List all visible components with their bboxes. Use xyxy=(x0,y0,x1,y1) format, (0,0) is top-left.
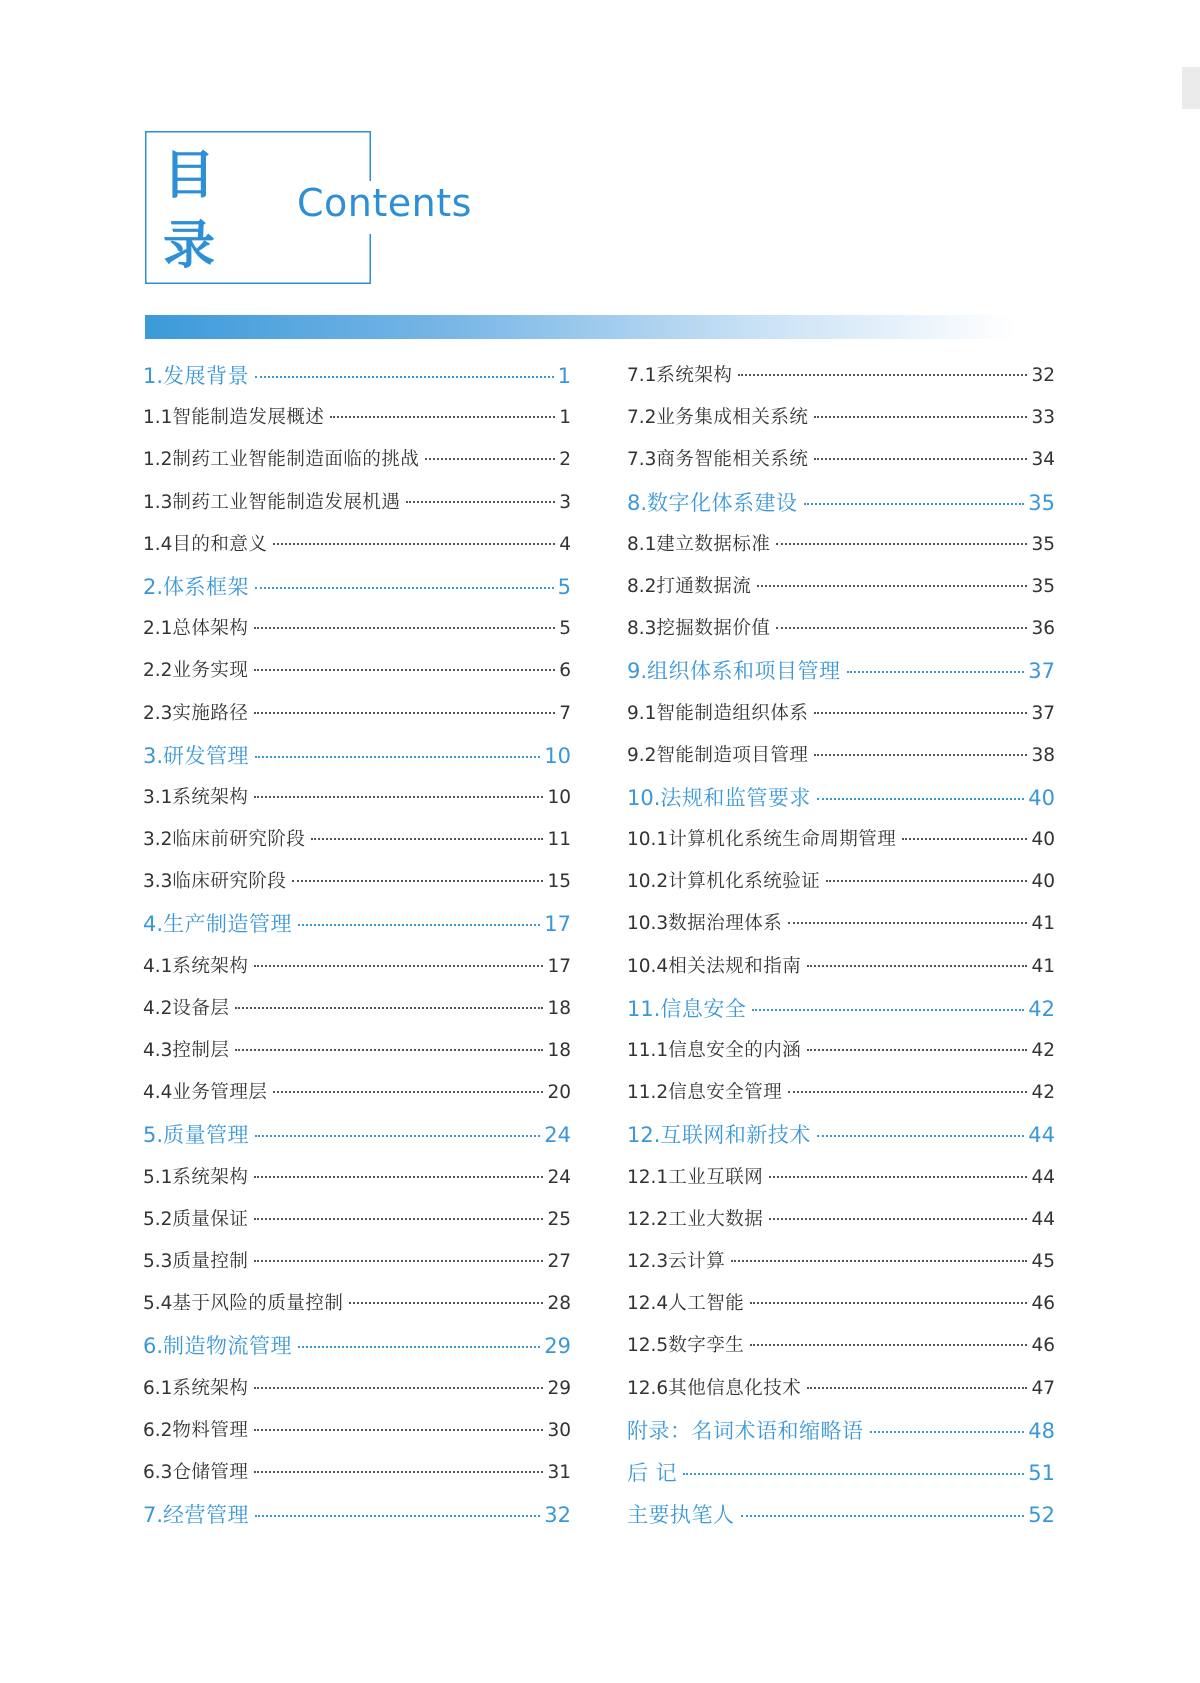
toc-page-number: 40 xyxy=(1031,871,1055,893)
toc-section-entry[interactable] xyxy=(143,1157,571,1199)
toc-page-number: 20 xyxy=(547,1082,571,1104)
toc-page-number: 41 xyxy=(1031,955,1055,977)
toc-page-number: 17 xyxy=(544,912,571,937)
toc-entry-number: 7.3 xyxy=(627,449,657,471)
toc-section-entry[interactable] xyxy=(627,1325,1055,1367)
toc-page-number: 1 xyxy=(557,364,571,388)
toc-entry-number: 9. xyxy=(627,659,648,684)
toc-dot-leader xyxy=(776,543,1027,545)
toc-page-number: 25 xyxy=(547,1208,571,1230)
toc-page-number: 5 xyxy=(559,618,571,640)
toc-page-number: 35 xyxy=(1031,575,1055,597)
toc-entry-title: 组织体系和项目管理 xyxy=(647,659,841,684)
toc-entry-number: 4. xyxy=(143,912,164,937)
toc-section-entry[interactable] xyxy=(627,1030,1055,1072)
toc-dot-leader xyxy=(731,1260,1027,1262)
title-english: Contents xyxy=(297,181,472,225)
toc-entry-number: 3.2 xyxy=(143,829,173,851)
toc-entry-title: 研发管理 xyxy=(163,743,250,768)
toc-entry-number: 5.3 xyxy=(143,1250,173,1272)
contents-title-block xyxy=(145,131,472,284)
toc-page-number: 34 xyxy=(1031,449,1055,471)
toc-page-number: 37 xyxy=(1028,659,1055,684)
toc-section-entry[interactable] xyxy=(627,903,1055,945)
toc-dot-leader xyxy=(683,1473,1024,1475)
toc-page-number: 47 xyxy=(1031,1377,1055,1399)
toc-entry-title: 业务集成相关系统 xyxy=(656,407,809,429)
toc-page-number: 48 xyxy=(1028,1418,1055,1443)
toc-entry-title: 互联网和新技术 xyxy=(660,1123,811,1148)
toc-dot-leader xyxy=(349,1302,543,1304)
toc-page-number: 18 xyxy=(547,1040,571,1061)
toc-entry-title: 计算机化系统生命周期管理 xyxy=(668,829,897,851)
toc-chapter-entry[interactable] xyxy=(143,1114,571,1156)
toc-page-number: 35 xyxy=(1028,490,1055,515)
toc-dot-leader xyxy=(255,756,540,758)
toc-chapter-entry[interactable] xyxy=(627,1410,1055,1452)
toc-chapter-entry[interactable] xyxy=(143,355,571,397)
toc-entry-number: 6.1 xyxy=(143,1377,173,1399)
toc-page-number: 35 xyxy=(1031,533,1055,555)
toc-entry-number: 5.2 xyxy=(143,1208,173,1230)
toc-page-number: 30 xyxy=(547,1419,571,1441)
toc-entry-title: 业务管理层 xyxy=(172,1082,268,1104)
toc-page-number: 33 xyxy=(1031,407,1055,429)
toc-page-number: 1 xyxy=(559,407,571,429)
toc-page-number: 18 xyxy=(547,997,571,1019)
toc-entry-number: 1. xyxy=(143,364,164,388)
toc-entry-number: 8. xyxy=(627,490,648,515)
toc-entry-title: 智能制造发展概述 xyxy=(172,407,325,429)
toc-dot-leader xyxy=(298,1346,540,1348)
toc-section-entry[interactable] xyxy=(627,608,1055,650)
toc-chapter-entry[interactable] xyxy=(627,1494,1055,1536)
toc-entry-number: 5.1 xyxy=(143,1166,173,1188)
toc-page-number: 38 xyxy=(1031,744,1055,766)
toc-page-number: 44 xyxy=(1031,1166,1055,1188)
title-chinese xyxy=(159,141,219,281)
toc-entry-title: 系统架构 xyxy=(172,786,249,808)
toc-dot-leader xyxy=(254,669,555,671)
toc-entry-number: 4.3 xyxy=(143,1040,173,1061)
toc-entry-number: 10.3 xyxy=(627,913,669,935)
toc-dot-leader xyxy=(254,1471,543,1473)
toc-chapter-entry[interactable] xyxy=(627,482,1055,524)
toc-dot-leader xyxy=(814,712,1027,714)
toc-section-entry[interactable] xyxy=(627,397,1055,439)
toc-entry-number: 11.1 xyxy=(627,1040,669,1061)
toc-section-entry[interactable] xyxy=(627,566,1055,608)
toc-dot-leader xyxy=(750,1344,1027,1346)
toc-dot-leader xyxy=(902,838,1027,840)
toc-page-number: 10 xyxy=(547,786,571,808)
toc-section-entry[interactable] xyxy=(143,861,571,903)
toc-section-entry[interactable] xyxy=(143,524,571,566)
toc-section-entry[interactable] xyxy=(627,946,1055,988)
toc-entry-title: 设备层 xyxy=(172,997,230,1019)
toc-dot-leader xyxy=(255,587,554,589)
toc-entry-title: 信息安全管理 xyxy=(668,1082,783,1104)
toc-page-number: 32 xyxy=(544,1503,571,1528)
toc-entry-number: 4.1 xyxy=(143,955,173,977)
toc-page-number: 51 xyxy=(1028,1460,1055,1485)
toc-entry-number: 8.1 xyxy=(627,533,657,555)
toc-entry-title: 物料管理 xyxy=(172,1419,249,1441)
toc-page-number: 7 xyxy=(559,702,571,724)
toc-page-number: 37 xyxy=(1031,702,1055,724)
toc-entry-number: 1.1 xyxy=(143,407,173,429)
toc-section-entry[interactable] xyxy=(143,397,571,439)
toc-dot-leader xyxy=(847,671,1025,673)
toc-entry-title: 经营管理 xyxy=(163,1503,250,1528)
toc-dot-leader xyxy=(254,1260,543,1262)
toc-chapter-entry[interactable] xyxy=(627,777,1055,819)
toc-section-entry[interactable] xyxy=(143,1410,571,1452)
toc-chapter-entry[interactable] xyxy=(627,1452,1055,1494)
toc-chapter-entry[interactable] xyxy=(627,1114,1055,1156)
toc-page-number: 40 xyxy=(1031,829,1055,851)
toc-dot-leader xyxy=(807,1049,1027,1051)
toc-chapter-entry[interactable] xyxy=(143,735,571,777)
toc-entry-title: 数字化体系建设 xyxy=(647,490,798,515)
toc-dot-leader xyxy=(807,965,1027,967)
toc-dot-leader xyxy=(807,1387,1027,1389)
toc-entry-title: 发展背景 xyxy=(163,364,250,388)
toc-dot-leader xyxy=(254,965,543,967)
toc-entry-title: 制药工业智能制造发展机遇 xyxy=(172,491,401,513)
toc-page-number: 46 xyxy=(1031,1335,1055,1357)
toc-entry-number: 3. xyxy=(143,743,164,768)
toc-page-number: 29 xyxy=(547,1377,571,1399)
toc-dot-leader xyxy=(826,880,1027,882)
toc-chapter-entry[interactable] xyxy=(143,566,571,608)
toc-entry-title: 挖掘数据价值 xyxy=(656,618,771,640)
toc-dot-leader xyxy=(814,458,1027,460)
toc-page-number: 4 xyxy=(559,533,571,555)
toc-entry-number: 12.6 xyxy=(627,1377,669,1399)
toc-page-number: 2 xyxy=(559,449,571,471)
toc-page-number: 44 xyxy=(1031,1208,1055,1230)
toc-dot-leader xyxy=(769,1176,1027,1178)
toc-section-entry[interactable] xyxy=(627,693,1055,735)
toc-entry-title: 其他信息化技术 xyxy=(668,1377,802,1399)
toc-entry-number: 10.2 xyxy=(627,871,669,893)
toc-section-entry[interactable] xyxy=(627,819,1055,861)
toc-chapter-entry[interactable] xyxy=(627,988,1055,1030)
toc-section-entry[interactable] xyxy=(627,1241,1055,1283)
toc-entry-title: 工业互联网 xyxy=(668,1166,764,1188)
toc-dot-leader xyxy=(814,416,1027,418)
toc-entry-title: 数据治理体系 xyxy=(668,913,783,935)
toc-page-number: 42 xyxy=(1031,1082,1055,1104)
toc-section-entry[interactable] xyxy=(143,1241,571,1283)
toc-entry-title: 主要执笔人 xyxy=(627,1503,735,1528)
toc-entry-number: 2.3 xyxy=(143,702,173,724)
toc-left-column xyxy=(143,355,571,1536)
toc-dot-leader xyxy=(254,1429,543,1431)
toc-page-number: 36 xyxy=(1031,618,1055,640)
toc-entry-number: 3.3 xyxy=(143,871,173,893)
toc-entry-number: 10.4 xyxy=(627,955,669,977)
toc-entry-number: 4.4 xyxy=(143,1082,173,1104)
toc-entry-number: 2.2 xyxy=(143,660,173,682)
page-edge-tab xyxy=(1182,67,1200,109)
toc-dot-leader xyxy=(255,1515,540,1517)
toc-entry-title: 临床研究阶段 xyxy=(172,871,287,893)
toc-entry-title: 数字孪生 xyxy=(668,1335,745,1357)
toc-section-entry[interactable] xyxy=(627,355,1055,397)
toc-entry-number: 12.4 xyxy=(627,1293,669,1315)
toc-entry-number: 1.2 xyxy=(143,449,173,471)
toc-page-number: 11 xyxy=(547,829,571,851)
toc-page-number: 24 xyxy=(547,1166,571,1188)
toc-dot-leader xyxy=(254,1387,543,1389)
toc-dot-leader xyxy=(741,1515,1025,1517)
toc-entry-number: 6. xyxy=(143,1334,164,1359)
toc-entry-title: 目的和意义 xyxy=(172,533,268,555)
toc-page-number: 52 xyxy=(1028,1503,1055,1528)
toc-page-number: 40 xyxy=(1028,785,1055,810)
toc-page-number: 6 xyxy=(559,660,571,682)
title-chinese-line1: 目 xyxy=(162,146,215,206)
toc-page-number: 5 xyxy=(557,574,571,599)
toc-entry-title: 基于风险的质量控制 xyxy=(172,1293,344,1315)
toc-entry-number: 11. xyxy=(627,996,661,1021)
toc-dot-leader xyxy=(254,1176,543,1178)
toc-chapter-entry[interactable] xyxy=(627,650,1055,692)
toc-page-number: 31 xyxy=(547,1461,571,1483)
title-chinese-line2: 录 xyxy=(162,216,215,276)
toc-section-entry[interactable] xyxy=(143,1030,571,1072)
toc-dot-leader xyxy=(870,1431,1025,1433)
toc-section-entry[interactable] xyxy=(627,735,1055,777)
toc-dot-leader xyxy=(330,416,555,418)
toc-entry-number: 12. xyxy=(627,1123,661,1148)
toc-entry-number: 1.4 xyxy=(143,533,173,555)
toc-entry-number: 8.3 xyxy=(627,618,657,640)
toc-dot-leader xyxy=(788,1091,1027,1093)
toc-entry-title: 质量保证 xyxy=(172,1208,249,1230)
toc-entry-number: 3.1 xyxy=(143,786,173,808)
toc-section-entry[interactable] xyxy=(627,1157,1055,1199)
toc-page-number: 3 xyxy=(559,491,571,513)
toc-section-entry[interactable] xyxy=(143,1283,571,1325)
toc-entry-title: 相关法规和指南 xyxy=(668,955,802,977)
toc-chapter-entry[interactable] xyxy=(143,903,571,945)
toc-page-number: 42 xyxy=(1028,996,1055,1021)
toc-section-entry[interactable] xyxy=(627,1283,1055,1325)
toc-section-entry[interactable] xyxy=(143,439,571,481)
toc-dot-leader xyxy=(817,1135,1024,1137)
toc-entry-title: 制造物流管理 xyxy=(163,1334,293,1359)
toc-section-entry[interactable] xyxy=(143,1368,571,1410)
toc-dot-leader xyxy=(235,1007,543,1009)
toc-entry-number: 12.2 xyxy=(627,1208,669,1230)
toc-section-entry[interactable] xyxy=(143,608,571,650)
toc-page-number: 28 xyxy=(547,1293,571,1315)
toc-dot-leader xyxy=(738,374,1027,376)
toc-entry-title: 云计算 xyxy=(668,1250,726,1272)
toc-entry-title: 智能制造组织体系 xyxy=(656,702,809,724)
toc-entry-number: 5.4 xyxy=(143,1293,173,1315)
toc-section-entry[interactable] xyxy=(143,946,571,988)
toc-section-entry[interactable] xyxy=(143,777,571,819)
toc-entry-title: 临床前研究阶段 xyxy=(172,829,306,851)
toc-entry-title: 附录：名词术语和缩略语 xyxy=(627,1418,864,1443)
toc-entry-number: 9.2 xyxy=(627,744,657,766)
toc-entry-title: 系统架构 xyxy=(172,1166,249,1188)
toc-dot-leader xyxy=(757,585,1027,587)
toc-entry-title: 工业大数据 xyxy=(668,1208,764,1230)
toc-entry-title: 后 记 xyxy=(627,1460,678,1485)
toc-dot-leader xyxy=(255,376,554,378)
toc-entry-title: 信息安全 xyxy=(660,996,747,1021)
header-gradient-bar xyxy=(145,315,1015,339)
toc-entry-number: 9.1 xyxy=(627,702,657,724)
toc-entry-title: 仓储管理 xyxy=(172,1461,249,1483)
toc-section-entry[interactable] xyxy=(627,1072,1055,1114)
toc-entry-number: 11.2 xyxy=(627,1082,669,1104)
toc-entry-title: 打通数据流 xyxy=(656,575,752,597)
toc-dot-leader xyxy=(752,1009,1024,1011)
toc-entry-title: 业务实现 xyxy=(172,660,249,682)
toc-entry-title: 法规和监管要求 xyxy=(660,785,811,810)
toc-entry-number: 10.1 xyxy=(627,829,669,851)
toc-entry-title: 系统架构 xyxy=(172,955,249,977)
toc-entry-number: 12.3 xyxy=(627,1250,669,1272)
toc-entry-number: 6.2 xyxy=(143,1419,173,1441)
toc-section-entry[interactable] xyxy=(627,861,1055,903)
toc-dot-leader xyxy=(273,1091,543,1093)
toc-entry-title: 总体架构 xyxy=(172,618,249,640)
toc-entry-title: 信息安全的内涵 xyxy=(668,1040,802,1061)
toc-entry-number: 7. xyxy=(143,1503,164,1528)
toc-entry-number: 7.1 xyxy=(627,365,657,386)
toc-dot-leader xyxy=(254,712,555,714)
toc-right-column xyxy=(627,355,1055,1536)
toc-section-entry[interactable] xyxy=(143,1199,571,1241)
toc-dot-leader xyxy=(406,501,555,503)
toc-dot-leader xyxy=(776,627,1027,629)
toc-section-entry[interactable] xyxy=(143,1072,571,1114)
toc-entry-number: 12.5 xyxy=(627,1335,669,1357)
toc-section-entry[interactable] xyxy=(143,650,571,692)
toc-section-entry[interactable] xyxy=(143,819,571,861)
toc-page-number: 32 xyxy=(1031,365,1055,386)
toc-entry-title: 商务智能相关系统 xyxy=(656,449,809,471)
toc-page-number: 29 xyxy=(544,1334,571,1359)
toc-entry-title: 系统架构 xyxy=(172,1377,249,1399)
toc-dot-leader xyxy=(292,880,543,882)
toc-page-number: 42 xyxy=(1031,1040,1055,1061)
toc-dot-leader xyxy=(769,1218,1027,1220)
toc-section-entry[interactable] xyxy=(627,1199,1055,1241)
toc-page-number: 41 xyxy=(1031,913,1055,935)
toc-section-entry[interactable] xyxy=(143,482,571,524)
toc-dot-leader xyxy=(804,503,1025,505)
toc-entry-title: 控制层 xyxy=(172,1040,230,1061)
toc-page-number: 45 xyxy=(1031,1250,1055,1272)
toc-entry-title: 质量管理 xyxy=(163,1123,250,1148)
toc-entry-title: 制药工业智能制造面临的挑战 xyxy=(172,449,420,471)
toc-section-entry[interactable] xyxy=(143,693,571,735)
toc-entry-number: 5. xyxy=(143,1123,164,1148)
toc-dot-leader xyxy=(254,1218,543,1220)
toc-dot-leader xyxy=(273,543,555,545)
toc-dot-leader xyxy=(255,1135,540,1137)
toc-entry-title: 人工智能 xyxy=(668,1293,745,1315)
toc-entry-title: 质量控制 xyxy=(172,1250,249,1272)
toc-entry-number: 2. xyxy=(143,574,164,599)
toc-dot-leader xyxy=(254,796,543,798)
toc-entry-number: 4.2 xyxy=(143,997,173,1019)
toc-dot-leader xyxy=(311,838,543,840)
toc-dot-leader xyxy=(814,754,1027,756)
toc-entry-number: 10. xyxy=(627,785,661,810)
toc-section-entry[interactable] xyxy=(627,1368,1055,1410)
toc-dot-leader xyxy=(425,458,555,460)
toc-entry-number: 1.3 xyxy=(143,491,173,513)
toc-entry-number: 12.1 xyxy=(627,1166,669,1188)
toc-page-number: 27 xyxy=(547,1250,571,1272)
toc-section-entry[interactable] xyxy=(627,439,1055,481)
toc-dot-leader xyxy=(817,798,1024,800)
toc-section-entry[interactable] xyxy=(627,524,1055,566)
toc-dot-leader xyxy=(235,1049,543,1051)
toc-dot-leader xyxy=(788,922,1027,924)
toc-entry-number: 2.1 xyxy=(143,618,173,640)
toc-page-number: 24 xyxy=(544,1123,571,1148)
toc-dot-leader xyxy=(254,627,555,629)
toc-entry-number: 8.2 xyxy=(627,575,657,597)
toc-page-number: 17 xyxy=(547,955,571,977)
toc-entry-title: 智能制造项目管理 xyxy=(656,744,809,766)
toc-entry-number: 6.3 xyxy=(143,1461,173,1483)
toc-entry-title: 体系框架 xyxy=(163,574,250,599)
toc-entry-title: 实施路径 xyxy=(172,702,249,724)
toc-entry-number: 7.2 xyxy=(627,407,657,429)
toc-dot-leader xyxy=(750,1302,1027,1304)
toc-entry-title: 系统架构 xyxy=(656,365,733,386)
toc-dot-leader xyxy=(298,924,540,926)
toc-entry-title: 建立数据标准 xyxy=(656,533,771,555)
toc-entry-title: 生产制造管理 xyxy=(163,912,293,937)
toc-page-number: 15 xyxy=(547,871,571,893)
toc-chapter-entry[interactable] xyxy=(143,1325,571,1367)
toc-entry-title: 计算机化系统验证 xyxy=(668,871,821,893)
toc-page-number: 44 xyxy=(1028,1123,1055,1148)
toc-page-number: 46 xyxy=(1031,1293,1055,1315)
toc-chapter-entry[interactable] xyxy=(143,1494,571,1536)
toc-section-entry[interactable] xyxy=(143,988,571,1030)
toc-section-entry[interactable] xyxy=(143,1452,571,1494)
toc-page-number: 10 xyxy=(544,743,571,768)
